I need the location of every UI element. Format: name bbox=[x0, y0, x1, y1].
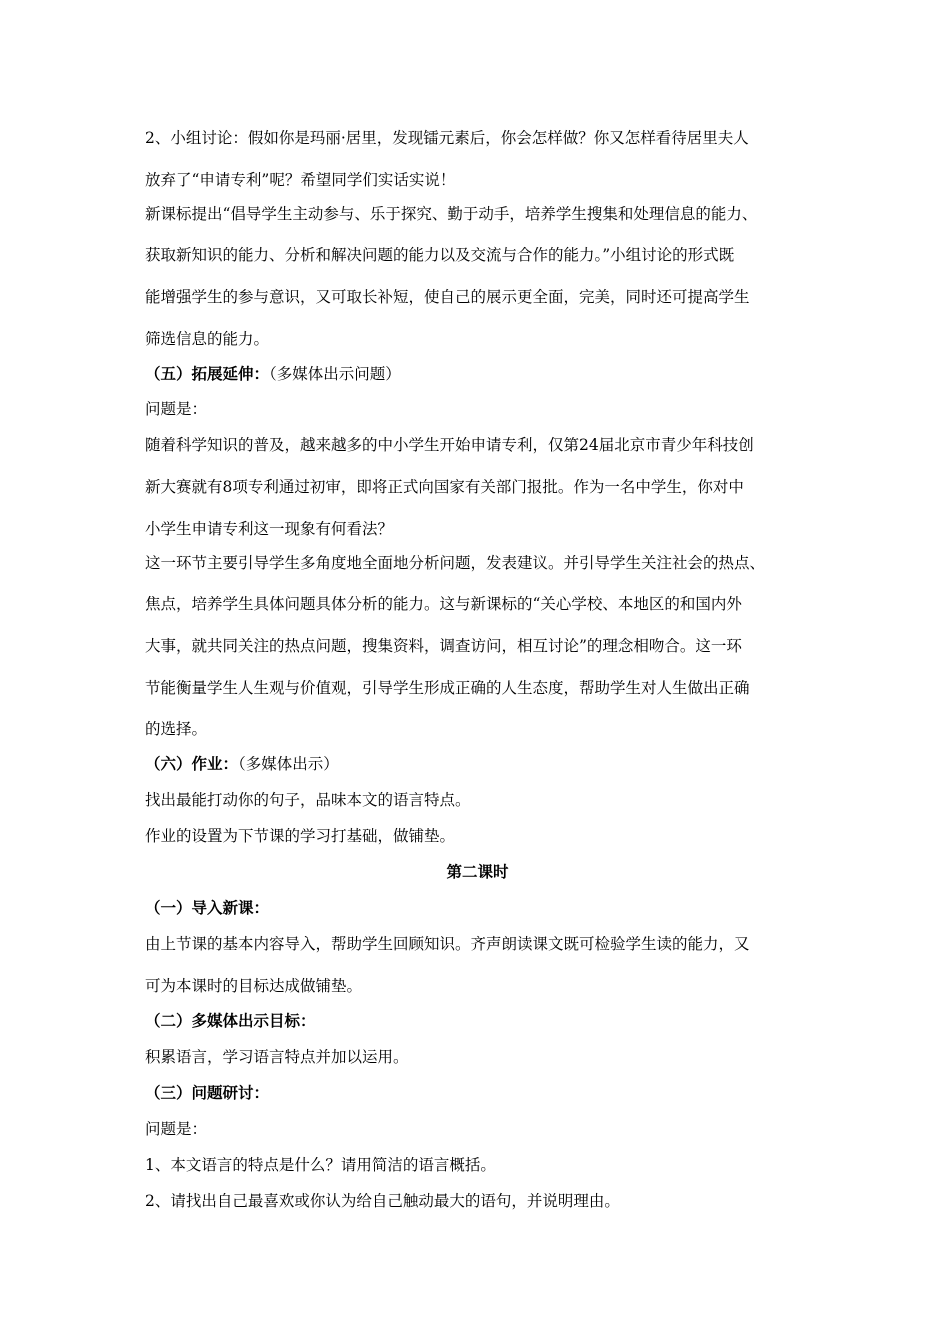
paragraph-line: 积累语言，学习语言特点并加以运用。 bbox=[145, 1048, 409, 1066]
paragraph-line: 小学生申请专利这一现象有何看法？ bbox=[145, 520, 394, 538]
paragraph-line: 能增强学生的参与意识，又可取长补短，使自己的展示更全面，完美，同时还可提高学生 bbox=[145, 288, 750, 306]
paragraph-line: 新大赛就有8项专利通过初审，即将正式向国家有关部门报批。作为一名中学生，你对中 bbox=[145, 478, 744, 496]
paragraph-line: 2、小组讨论：假如你是玛丽·居里，发现镭元素后，你会怎样做？你又怎样看待居里夫人 bbox=[145, 129, 749, 147]
paragraph-line: 由上节课的基本内容导入，帮助学生回顾知识。齐声朗读课文既可检验学生读的能力，又 bbox=[145, 935, 750, 953]
paragraph-line: 这一环节主要引导学生多角度地全面地分析问题，发表建议。并引导学生关注社会的热点、 bbox=[145, 554, 766, 572]
paragraph-line: 作业的设置为下节课的学习打基础，做铺垫。 bbox=[145, 827, 456, 845]
paragraph-line: 可为本课时的目标达成做铺垫。 bbox=[145, 977, 363, 995]
question-item: 1、本文语言的特点是什么？请用简洁的语言概括。 bbox=[145, 1156, 496, 1174]
section-heading-title: （六）作业： bbox=[145, 754, 239, 773]
section-heading-6 bbox=[145, 754, 810, 774]
paragraph-line: 焦点，培养学生具体问题具体分析的能力。这与新课标的“关心学校、本地区的和国内外 bbox=[145, 595, 742, 613]
paragraph-line: 获取新知识的能力、分析和解决问题的能力以及交流与合作的能力。”小组讨论的形式既 bbox=[145, 246, 735, 264]
section-heading-discussion: （三）问题研讨： bbox=[145, 1083, 270, 1102]
question-label: 问题是： bbox=[145, 400, 208, 418]
question-label: 问题是： bbox=[145, 1120, 208, 1138]
section-heading-note: （多媒体出示） bbox=[238, 755, 339, 773]
section-heading-note: （多媒体出示问题） bbox=[269, 365, 401, 383]
section-heading-5 bbox=[145, 364, 810, 384]
paragraph-line: 节能衡量学生人生观与价值观，引导学生形成正确的人生态度，帮助学生对人生做出正确 bbox=[145, 679, 750, 697]
section-heading-goals: （二）多媒体出示目标： bbox=[145, 1011, 316, 1030]
paragraph-line: 找出最能打动你的句子，品味本文的语言特点。 bbox=[145, 791, 471, 809]
paragraph-line: 新课标提出“倡导学生主动参与、乐于探究、勤于动手，培养学生搜集和处理信息的能力、 bbox=[145, 205, 758, 223]
section-heading-title: （五）拓展延伸： bbox=[145, 364, 270, 383]
paragraph-line: 随着科学知识的普及，越来越多的中小学生开始申请专利，仅第24届北京市青少年科技创 bbox=[145, 436, 754, 454]
lesson-title: 第二课时 bbox=[446, 862, 509, 881]
question-item: 2、请找出自己最喜欢或你认为给自己触动最大的语句，并说明理由。 bbox=[145, 1192, 620, 1210]
paragraph-line: 筛选信息的能力。 bbox=[145, 330, 270, 348]
paragraph-line: 大事，就共同关注的热点问题，搜集资料，调查访问，相互讨论”的理念相吻合。这一环 bbox=[145, 637, 742, 655]
paragraph-line: 的选择。 bbox=[145, 720, 208, 738]
section-heading-intro: （一）导入新课： bbox=[145, 898, 270, 917]
paragraph-line: 放弃了“申请专利”呢？希望同学们实话实说！ bbox=[145, 171, 456, 189]
